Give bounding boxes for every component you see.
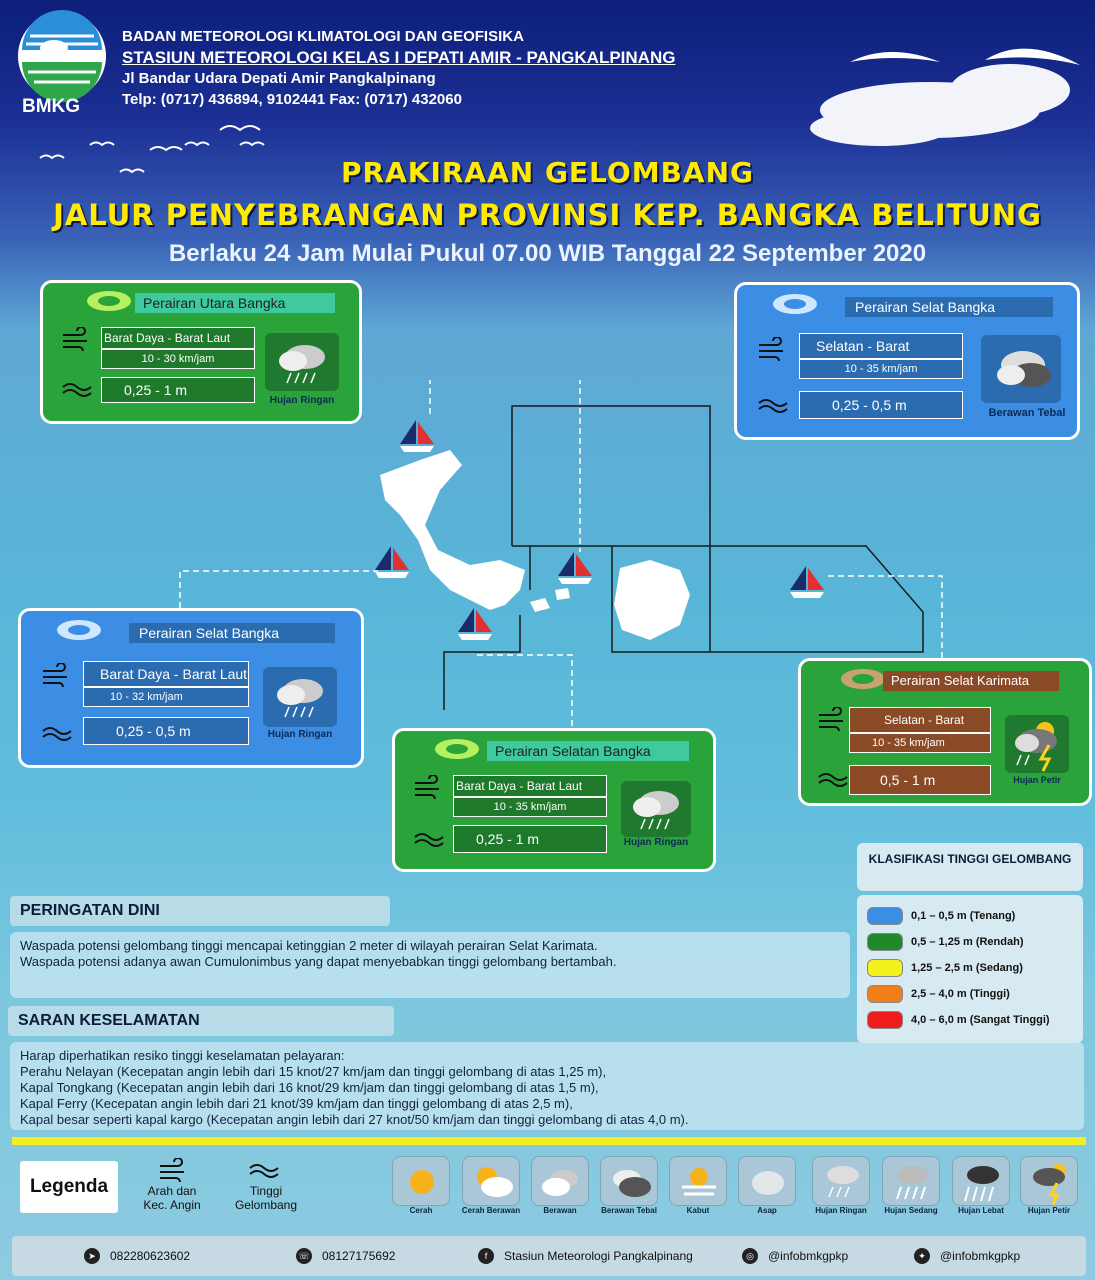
wave-icon [757, 395, 789, 415]
safety-heading: SARAN KESELAMATAN [8, 1006, 394, 1036]
warning-line: Waspada potensi gelombang tinggi mencapai ketinggian 2 meter di wilayah perairan Selat Karimata. [20, 938, 598, 953]
legend-strip [12, 1148, 1086, 1228]
wind-icon [817, 707, 847, 731]
legend-weather-label: Kabut [686, 1206, 710, 1215]
legend-hujan-lebat-icon [952, 1156, 1010, 1206]
warning-heading: PERINGATAN DINI [10, 896, 390, 926]
warning-body [10, 932, 850, 998]
weather-label: Hujan Ringan [269, 395, 335, 406]
wave-icon [248, 1160, 282, 1180]
legend-wave-label: Tinggi Gelombang [234, 1184, 298, 1212]
validity-subtitle: Berlaku 24 Jam Mulai Pukul 07.00 WIB Tanggal 22 September 2020 [168, 240, 927, 267]
wind-speed: 10 - 35 km/jam [849, 733, 991, 753]
wave-height: 0,25 - 0,5 m [799, 391, 963, 419]
wave-classification [857, 843, 1083, 1043]
wave-icon [413, 829, 445, 849]
page-title-route: JALUR PENYEBRANGAN PROVINSI KEP. BANGKA BELITUNG [53, 198, 1042, 232]
legend-title: Legenda [20, 1161, 118, 1213]
logo-text: BMKG [22, 96, 81, 117]
legend-berawan-tebal-icon [600, 1156, 658, 1206]
wave-height: 0,5 - 1 m [849, 765, 991, 795]
contact-twitter[interactable]: ✦ @infobmkgpkp [914, 1248, 1020, 1264]
divider-bar [12, 1137, 1086, 1145]
card-utara-bangka [40, 280, 362, 424]
station-address: Jl Bandar Udara Depati Amir Pangkalpinang [122, 70, 436, 87]
safety-body [10, 1042, 1084, 1130]
legend-weather-label: Cerah Berawan [461, 1206, 521, 1215]
card-title: Perairan Selat Bangka [845, 297, 1053, 317]
wave-height: 0,25 - 1 m [453, 825, 607, 853]
safety-line: Harap diperhatikan resiko tinggi keselamatan pelayaran: [20, 1048, 345, 1063]
wind-icon [158, 1158, 188, 1182]
wind-direction: Barat Daya - Barat Laut [83, 661, 249, 687]
warning-line: Waspada potensi adanya awan Cumulonimbus yang dapat menyebabkan tinggi gelombang bertambah. [20, 954, 617, 969]
legend-cerah-berawan-icon [462, 1156, 520, 1206]
location-pin-icon [85, 288, 133, 314]
legend-berawan-icon [531, 1156, 589, 1206]
weather-label: Hujan Petir [1013, 775, 1061, 785]
wind-icon [61, 327, 91, 351]
safety-line: Perahu Nelayan (Kecepatan angin lebih dari 15 knot/27 km/jam dan tinggi gelombang di atas 1,25 m), [20, 1064, 607, 1079]
wind-icon [413, 775, 443, 799]
contact-bar [12, 1236, 1086, 1276]
weather-icon-hujan-petir [1005, 715, 1069, 773]
wind-speed: 10 - 32 km/jam [83, 687, 249, 707]
color-swatch [867, 1011, 903, 1029]
wave-height: 0,25 - 1 m [101, 377, 255, 403]
classification-row: 0,5 – 1,25 m (Rendah) [867, 929, 1073, 955]
weather-icon-berawan-tebal [981, 335, 1061, 403]
legend-hujan-ringan-icon [812, 1156, 870, 1206]
wind-direction: Selatan - Barat [799, 333, 963, 359]
wave-icon [61, 379, 93, 399]
safety-line: Kapal besar seperti kapal kargo (Kecepatan angin lebih dari 27 knot/50 km/jam dan tinggi gelombang di atas 4,0 m). [20, 1112, 689, 1127]
weather-label: Hujan Ringan [267, 729, 333, 740]
legend-weather-label: Hujan Ringan [815, 1206, 867, 1215]
contact-whatsapp[interactable]: ☏ 08127175692 [296, 1248, 395, 1264]
telegram-icon: ➤ [84, 1248, 100, 1264]
agency-name: BADAN METEOROLOGI KLIMATOLOGI DAN GEOFISIKA [122, 28, 524, 45]
color-swatch [867, 933, 903, 951]
contact-facebook[interactable]: f Stasiun Meteorologi Pangkalpinang [478, 1248, 693, 1264]
location-pin-icon [55, 617, 103, 643]
wind-direction: Barat Daya - Barat Laut [453, 775, 607, 797]
card-title: Perairan Selat Karimata [883, 671, 1059, 691]
wave-height: 0,25 - 0,5 m [83, 717, 249, 745]
legend-kabut-icon [669, 1156, 727, 1206]
wind-speed: 10 - 30 km/jam [101, 349, 255, 369]
card-selatan-bangka [392, 728, 716, 872]
contact-instagram[interactable]: ◎ @infobmkgpkp [742, 1248, 848, 1264]
classification-row: 0,1 – 0,5 m (Tenang) [867, 903, 1073, 929]
wave-icon [817, 769, 849, 789]
location-pin-icon [433, 736, 481, 762]
legend-weather-label: Hujan Sedang [884, 1206, 938, 1215]
legend-weather-label: Hujan Petir [1027, 1206, 1071, 1215]
classification-row: 2,5 – 4,0 m (Tinggi) [867, 981, 1073, 1007]
color-swatch [867, 985, 903, 1003]
color-swatch [867, 959, 903, 977]
whatsapp-icon: ☏ [296, 1248, 312, 1264]
card-selat-karimata [798, 658, 1092, 806]
classification-row: 1,25 – 2,5 m (Sedang) [867, 955, 1073, 981]
wind-icon [41, 663, 71, 687]
weather-label: Hujan Ringan [623, 837, 689, 848]
legend-weather-label: Cerah [409, 1206, 433, 1215]
card-title: Perairan Selatan Bangka [487, 741, 689, 761]
wind-icon [757, 337, 787, 361]
twitter-icon: ✦ [914, 1248, 930, 1264]
safety-line: Kapal Tongkang (Kecepatan angin lebih dari 16 knot/29 km/jam dan tinggi gelombang di atas 1,5 m), [20, 1080, 599, 1095]
weather-icon-hujan-ringan [265, 333, 339, 391]
location-pin-icon [839, 666, 887, 692]
legend-weather-label: Hujan Lebat [958, 1206, 1004, 1215]
wind-direction: Barat Daya - Barat Laut [101, 327, 255, 349]
legend-weather-label: Berawan Tebal [601, 1206, 657, 1215]
safety-line: Kapal Ferry (Kecepatan angin lebih dari 21 knot/39 km/jam dan tinggi gelombang di atas 2,5 m), [20, 1096, 573, 1111]
color-swatch [867, 907, 903, 925]
legend-hujan-sedang-icon [882, 1156, 940, 1206]
weather-label: Berawan Tebal [988, 407, 1066, 419]
contact-telegram[interactable]: ➤ 082280623602 [84, 1248, 190, 1264]
card-title: Perairan Selat Bangka [129, 623, 335, 643]
weather-icon-hujan-ringan [263, 667, 337, 727]
station-name: STASIUN METEOROLOGI KELAS I DEPATI AMIR - PANGKALPINANG [122, 48, 676, 67]
classification-list [857, 895, 1083, 1043]
wind-direction: Selatan - Barat [849, 707, 991, 733]
wind-speed: 10 - 35 km/jam [799, 359, 963, 379]
legend-hujan-petir-icon [1020, 1156, 1078, 1206]
classification-row: 4,0 – 6,0 m (Sangat Tinggi) [867, 1007, 1073, 1033]
card-selat-bangka-north [734, 282, 1080, 440]
station-phone: Telp: (0717) 436894, 9102441 Fax: (0717) 432060 [122, 91, 462, 108]
card-selat-bangka-west [18, 608, 364, 768]
legend-wind-label: Arah dan Kec. Angin [143, 1184, 201, 1212]
location-pin-icon [771, 291, 819, 317]
wind-speed: 10 - 35 km/jam [453, 797, 607, 817]
legend-cerah-icon [392, 1156, 450, 1206]
classification-heading: KLASIFIKASI TINGGI GELOMBANG [857, 843, 1083, 891]
wave-icon [41, 723, 73, 743]
instagram-icon: ◎ [742, 1248, 758, 1264]
header-block [122, 26, 675, 110]
legend-weather-label: Asap [757, 1206, 777, 1215]
legend-asap-icon [738, 1156, 796, 1206]
facebook-icon: f [478, 1248, 494, 1264]
weather-icon-hujan-ringan [621, 781, 691, 837]
legend-weather-label: Berawan [543, 1206, 577, 1215]
page-title: PRAKIRAAN GELOMBANG [341, 156, 754, 189]
card-title: Perairan Utara Bangka [135, 293, 335, 313]
